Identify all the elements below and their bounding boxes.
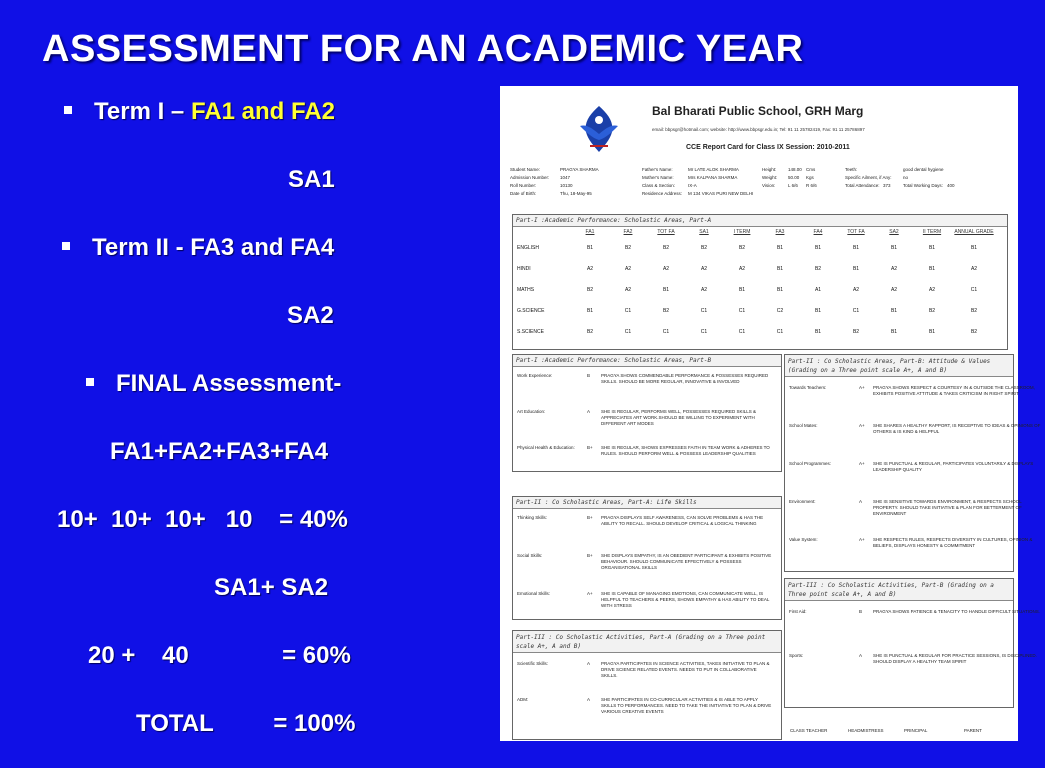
activity-grade: A+: [587, 591, 593, 596]
activity-label: Scientific Skills:: [517, 661, 549, 666]
grade-cell: C1: [738, 307, 746, 314]
grade-column-header: TOT FA: [657, 229, 675, 235]
activity-description: SHE RESPECTS RULES, RESPECTS DIVERSITY IN CULTURES, OPINION & BELIEFS, DISPLAYS HONESTY & COMMITMENT: [873, 537, 1033, 548]
activity-grade: A: [587, 661, 591, 666]
activity-grade: A+: [859, 423, 865, 428]
grade-cell: B2: [928, 307, 936, 314]
activity-label: School Mates:: [789, 423, 818, 428]
sa-sum-line: SA1+ SA2: [214, 574, 329, 601]
grade-cell: B2: [852, 328, 860, 335]
grade-cell: B1: [776, 265, 784, 272]
grade-cell: B1: [928, 265, 936, 272]
sa2-line: SA2: [287, 302, 334, 329]
grade-cell: A1: [814, 286, 822, 293]
term1-label: Term I –: [94, 98, 191, 125]
activity-label: Emotional Skills:: [517, 591, 551, 596]
grade-cell: C1: [970, 286, 978, 293]
final-label: FINAL Assessment-: [116, 370, 342, 397]
grade-cell: A2: [700, 265, 708, 272]
activity-grade: A: [859, 499, 863, 504]
grade-column-header: FA3: [775, 229, 785, 235]
grade-column-header: FA4: [813, 229, 823, 235]
signature-headmistress: HEADMISTRESS: [848, 728, 884, 733]
grade-cell: C1: [624, 307, 632, 314]
grade-cell: B2: [970, 307, 978, 314]
grade-cell: A2: [586, 265, 594, 272]
bullet-icon: [62, 242, 70, 250]
grade-cell: A2: [890, 286, 898, 293]
activity-label: Environment:: [789, 499, 816, 504]
grade-column-header: II TERM: [922, 229, 942, 235]
grade-cell: A2: [624, 265, 632, 272]
grade-cell: C1: [700, 307, 708, 314]
activity-label: Art Education:: [517, 409, 546, 414]
fa-calc-line: 10+ 10+ 10+ 10 = 40%: [57, 506, 348, 533]
activity-description: SHE IS REGULAR, PERFORMS WELL, POSSESSES REQUIRED SKILLS & APPRECIATES ART WORK.SHOULD BE WILLING TO EXPERIMENT WITH DIFFERENT ART MODES: [601, 409, 757, 426]
grade-cell: B2: [700, 244, 708, 251]
sa-calc-line: 20 + 40 = 60%: [88, 642, 351, 669]
activity-description: PRAGYA PARTICIPATES IN SCIENCE ACTIVITIES, TAKES INITIATIVE TO PLAN & DRIVE SCIENCE RELATED EVENTS. NEEDS TO PUT IN COLLABORATIVE SKILLS.: [601, 661, 770, 678]
grade-column-header: ANNUAL GRADE: [954, 229, 994, 235]
student-info-col3: Height: 148.00 Cms Weight: 50.00 Kgs Vision: L 6/6 R 6/6: [762, 167, 817, 188]
activity-grade: A+: [859, 385, 865, 390]
grade-cell: B1: [814, 307, 822, 314]
activity-grade: A: [859, 653, 863, 658]
activity-description: SHE DISPLAYS EMPATHY, IS AN OBEDIENT PARTICIPANT & EXHIBITS POSITIVE BEHAVIOUR. SHOULD COMMUNICATE EFFECTIVELY & POSSESS ORGANISATIONAL SKILLS: [601, 553, 772, 570]
slide-title: ASSESSMENT FOR AN ACADEMIC YEAR: [42, 28, 804, 70]
grade-cell: B1: [586, 244, 594, 251]
part-2a-section: [512, 496, 782, 620]
grade-cell: C1: [700, 328, 708, 335]
student-info-col1: Student Name: PRAGYA SHARMA Admission Number: 1047 Roll Number: 10130 Date of Birth: Thu, 18-May-95: [510, 167, 599, 196]
activity-description: SHE IS PUNCTUAL & REGULAR FOR PRACTICE SESSIONS, IS DISCIPLINED. SHOULD DISPLAY A HEALTHY TEAM SPIRIT: [873, 653, 1037, 664]
grade-cell: B1: [776, 286, 784, 293]
grade-cell: B1: [890, 328, 898, 335]
total-line: TOTAL = 100%: [136, 710, 356, 737]
grade-cell: A2: [624, 286, 632, 293]
part-3a-section: [512, 630, 782, 740]
grade-column-header: TOT FA: [847, 229, 865, 235]
grade-cell: B2: [662, 244, 670, 251]
fa-sum-line: FA1+FA2+FA3+FA4: [110, 438, 329, 465]
signature-class-teacher: CLASS TEACHER: [790, 728, 828, 733]
grade-column-header: SA2: [889, 229, 899, 235]
activity-grade: B+: [587, 445, 593, 450]
grade-cell: A2: [928, 286, 936, 293]
grade-cell: C1: [738, 328, 746, 335]
activity-grade: B+: [587, 553, 593, 558]
grade-cell: C1: [624, 328, 632, 335]
activity-grade: A+: [859, 537, 865, 542]
grade-cell: A2: [738, 265, 746, 272]
signature-principal: PRINCIPAL: [904, 728, 928, 733]
part-a-section: [512, 214, 1008, 350]
activity-grade: B: [859, 609, 863, 614]
grade-cell: B1: [970, 244, 978, 251]
final-line: [86, 370, 341, 398]
grade-cell: A2: [970, 265, 978, 272]
table-row: [513, 237, 997, 258]
card-heading: CCE Report Card for Class IX Session: 2010-2011: [686, 144, 850, 151]
activity-grade: A: [587, 697, 591, 702]
activity-description: SHE IS SENSITIVE TOWARDS ENVIRONMENT, & RESPECTS SCHOOL PROPERTY. SHOULD TAKE INITIATIVE & PLAN FOR BETTERMENT OF ENVIRONMENT: [873, 499, 1022, 516]
assessment-breakdown: [0, 88, 500, 768]
grade-cell: B1: [852, 265, 860, 272]
table-row: [513, 300, 997, 321]
grade-cell: B1: [586, 307, 594, 314]
sa1-line: SA1: [288, 166, 335, 193]
part-3b-section: [784, 578, 1040, 708]
activity-grade: A: [587, 409, 591, 414]
activity-label: ADM:: [517, 697, 529, 702]
student-info-col2: Father's Name: Mr LATE ALOK SHARMA Mother's Name: Mrs KALPANA SHARMA Class & Section: IX-A Residence Address: M 134 VIKAS PURI NEW DELHI: [642, 167, 754, 196]
activity-label: Value System:: [789, 537, 818, 542]
part-b-title: Part-I :Academic Performance: Scholastic Areas, Part-B: [513, 355, 781, 367]
grade-cell: A2: [662, 265, 670, 272]
activity-description: SHE SHARES A HEALTHY RAPPORT, IS RECEPTIVE TO IDEAS & OPINIONS OF OTHERS & IS KIND & HELPFUL: [873, 423, 1041, 434]
activity-label: School Programmes:: [789, 461, 832, 466]
activity-description: SHE IS PUNCTUAL & REGULAR, PARTICIPATES VOLUNTARILY & DISPLAYS LEADERSHIP QUALITY: [873, 461, 1034, 472]
activity-grade: B: [587, 373, 591, 378]
grade-cell: B2: [662, 307, 670, 314]
activity-description: SHE IS CAPABLE OF MANAGING EMOTIONS, CAN COMMUNICATE WELL, IS HELPFUL TO TEACHERS & PEERS, SHOWS EMPATHY & HAS ABILITY TO DEAL WITH STRESS: [601, 591, 770, 608]
part-3a-title: Part-III : Co Scholastic Activities, Part-A (Grading on a Three point scale A+, A and B): [513, 631, 781, 653]
part-2a-title: Part-II : Co Scholastic Areas, Part-A: Life Skills: [513, 497, 781, 509]
grade-cell: B1: [738, 286, 746, 293]
subject-cell: HINDI: [517, 265, 531, 272]
grade-cell: B1: [852, 244, 860, 251]
grade-cell: B1: [662, 286, 670, 293]
activity-label: Sports:: [789, 653, 804, 658]
activity-description: SHE IS REGULAR, SHOWS EXPRESSES FAITH IN TEAM WORK & ADHERES TO RULES. SHOULD PERFORM WELL & POSSESS LEADERSHIP QUALITIES: [601, 445, 770, 456]
table-row: [513, 258, 997, 279]
grade-column-header: SA1: [699, 229, 709, 235]
grade-cell: C2: [776, 307, 784, 314]
school-name: Bal Bharati Public School, GRH Marg: [652, 104, 864, 118]
activity-label: Social Skills:: [517, 553, 543, 558]
grade-column-header: FA1: [585, 229, 595, 235]
bullet-icon: [64, 106, 72, 114]
school-logo-icon: [576, 104, 622, 154]
student-info-col4: Teeth: good dental hygiene Specific Ailment, if Any: no Total Attendance: 373 Total Working Days: 400: [845, 167, 955, 188]
term1-line: [64, 98, 335, 126]
activity-description: PRAGYA SHOWS RESPECT & COURTESY IN & OUTSIDE THE CLASSROOM, EXHIBITS POSITIVE ATTITUDE & TAKES CRITICISM IN RIGHT SPIRIT: [873, 385, 1035, 396]
subject-cell: G.SCIENCE: [517, 307, 545, 314]
activity-description: PRAGYA SHOWS PATIENCE & TENACITY TO HANDLE DIFFICULT SITUATIONS.: [873, 609, 1040, 614]
grade-cell: B2: [814, 265, 822, 272]
grade-cell: B1: [928, 244, 936, 251]
part-a-title: Part-I :Academic Performance: Scholastic Areas, Part-A: [513, 215, 1007, 227]
grade-cell: A2: [890, 265, 898, 272]
grade-cell: B1: [890, 244, 898, 251]
table-row: [513, 321, 997, 342]
grade-cell: B1: [814, 328, 822, 335]
grade-cell: B2: [586, 328, 594, 335]
activity-grade: B+: [587, 515, 593, 520]
term1-fa: FA1 and FA2: [190, 98, 335, 125]
grade-cell: B1: [776, 244, 784, 251]
school-contact: email: bbpsgr@hotmail.com; website: http://www.bbpsgr.edu.in; Tel: 91 11 25782419, Fax: 91 11 25786897: [652, 127, 865, 132]
grade-cell: B2: [586, 286, 594, 293]
activity-label: Work Experience:: [517, 373, 553, 378]
grade-cell: B1: [928, 328, 936, 335]
grade-cell: B1: [814, 244, 822, 251]
grade-cell: A2: [700, 286, 708, 293]
grade-cell: B1: [890, 307, 898, 314]
activity-description: SHE PARTICIPATES IN CO-CURRICULAR ACTIVITIES & IS ABLE TO APPLY SKILLS TO PERFORMANCES. NEED TO TAKE THE INITIATIVE TO PLAN & DRIVE VARIOUS CREATIVE EVENTS: [601, 697, 772, 714]
signature-parent: PARENT: [964, 728, 982, 733]
grades-table: [513, 227, 997, 342]
grade-cell: C1: [662, 328, 670, 335]
grade-cell: C1: [852, 307, 860, 314]
activity-label: Towards Teachers:: [789, 385, 827, 390]
grade-cell: B2: [970, 328, 978, 335]
activity-label: Thinking Skills:: [517, 515, 548, 520]
bullet-icon: [86, 378, 94, 386]
grade-cell: B2: [624, 244, 632, 251]
term2-line: [62, 234, 334, 262]
grade-cell: A2: [852, 286, 860, 293]
grade-column-header: I TERM: [733, 229, 751, 235]
grade-column-header: FA2: [623, 229, 633, 235]
grade-cell: C1: [776, 328, 784, 335]
grade-cell: B2: [738, 244, 746, 251]
part-b-section: [512, 354, 782, 472]
activity-grade: A+: [859, 461, 865, 466]
part-2b-section: [784, 354, 1041, 572]
part-3b-title: Part-III : Co Scholastic Activities, Part-B (Grading on a Three point scale A+, A and B): [785, 579, 1013, 601]
subject-cell: MATHS: [517, 286, 535, 293]
part-2b-title: Part-II : Co Scholastic Areas, Part-B: Attitude & Values (Grading on a Three point scale A+, A and B): [785, 355, 1013, 377]
activity-label: First Aid:: [789, 609, 807, 614]
table-row: [513, 279, 997, 300]
subject-cell: ENGLISH: [517, 244, 539, 251]
subject-cell: S.SCIENCE: [517, 328, 544, 335]
term2-label: Term II - FA3 and FA4: [92, 234, 335, 261]
activity-description: PRAGYA DISPLAYS SELF AWARENESS, CAN SOLVE PROBLEMS & HAS THE ABILITY TO RECALL. SHOULD DEVELOP CRITICAL & LOGICAL THINKING: [601, 515, 764, 526]
report-card-image: [500, 86, 1041, 741]
activity-label: Physical Health & Education:: [517, 445, 575, 450]
activity-description: PRAGYA SHOWS COMMENDABLE PERFORMANCE & POSSESSES REQUIRED SKILLS. SHOULD BE MORE REGULAR, INNOVATIVE & INVOLVED: [601, 373, 769, 384]
